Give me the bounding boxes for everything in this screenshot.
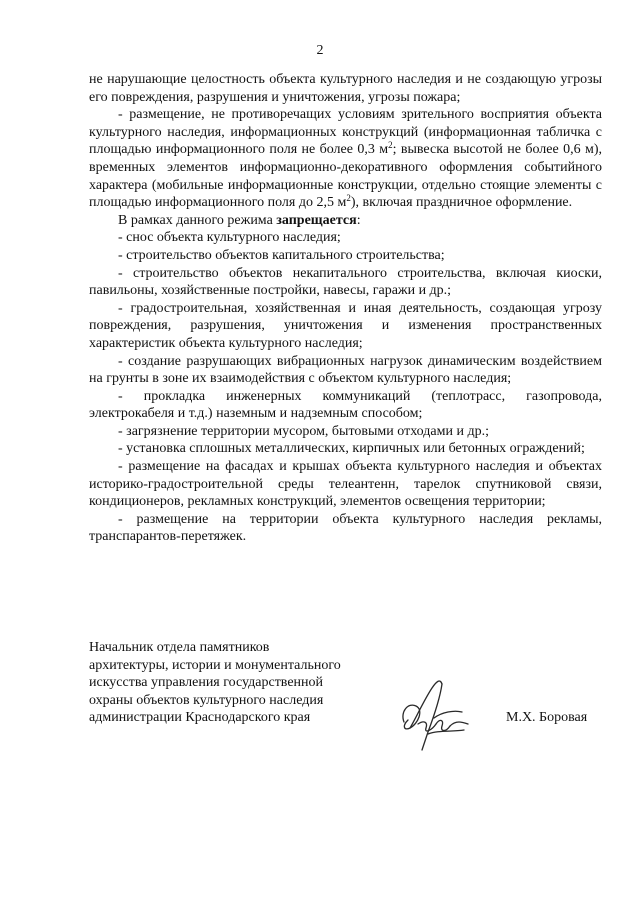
position-line: Начальник отдела памятников — [89, 640, 270, 655]
body-text — [89, 71, 602, 546]
paragraph: - размещение, не противоречащих условиям зрительного восприятия объекта культурного наследия, информационных конструкций (информационная табличка с площадью информационного поля не более 0,3 $м^2$; вывеска высотой не более 0,6 м), временных элементов информационно-декоративного оформления событийного характера (мобильные информационные конструкции, отдельно стоящие элементы с площадью информационного поля до 2,5 $м^2$), включая праздничное оформление. — [89, 107, 602, 211]
signatory-position — [89, 639, 379, 727]
paragraph: - строительство объектов некапитального строительства, включая киоски, павильоны, хозяйственные постройки, навесы, гаражи и др.; — [89, 265, 602, 299]
paragraph: В рамках данного режима запрещается: — [118, 212, 361, 228]
paragraph: - создание разрушающих вибрационных нагрузок динамическим воздействием на грунты в зоне их взаимодействия с объектом культурного наследия; — [89, 353, 602, 387]
page-number: 2 — [316, 43, 324, 58]
signer-name: М.Х. Боровая — [506, 710, 588, 725]
paragraph: - установка сплошных металлических, кирпичных или бетонных ограждений; — [118, 441, 585, 457]
paragraph: - градостроительная, хозяйственная и иная деятельность, создающая угрозу повреждения, разрушения, уничтожения и изменения пространственных характеристик объекта культурного наследия; — [89, 300, 602, 351]
paragraph: - размещение на фасадах и крышах объекта культурного наследия и объектах историко-градостроительной среды телеантенн, тарелок спутниковой связи, кондиционеров, рекламных конструкций, элементов освещения территории; — [89, 459, 602, 510]
paragraph: - строительство объектов капитального строительства; — [118, 247, 445, 263]
paragraph: - снос объекта культурного наследия; — [118, 230, 341, 246]
handwritten-signature — [398, 672, 478, 754]
position-line: архитектуры, истории и монументального — [89, 657, 341, 673]
position-line: охраны объектов культурного наследия — [89, 692, 324, 708]
paragraph: - размещение на территории объекта культурного наследия рекламы, транспарантов-перетяжек. — [89, 511, 602, 545]
paragraph: - прокладка инженерных коммуникаций (теплотрасс, газопровода, электрокабеля и т.д.) наземным и надземным способом; — [89, 388, 602, 422]
paragraph-continuation: не нарушающие целостность объекта культурного наследия и не создающую угрозы его повреждения, разрушения и уничтожения, угрозы пожара; — [89, 72, 602, 105]
paragraph: - загрязнение территории мусором, бытовыми отходами и др.; — [118, 423, 489, 439]
position-line: искусства управления государственной — [89, 675, 324, 691]
position-line: администрации Краснодарского края — [89, 710, 311, 726]
